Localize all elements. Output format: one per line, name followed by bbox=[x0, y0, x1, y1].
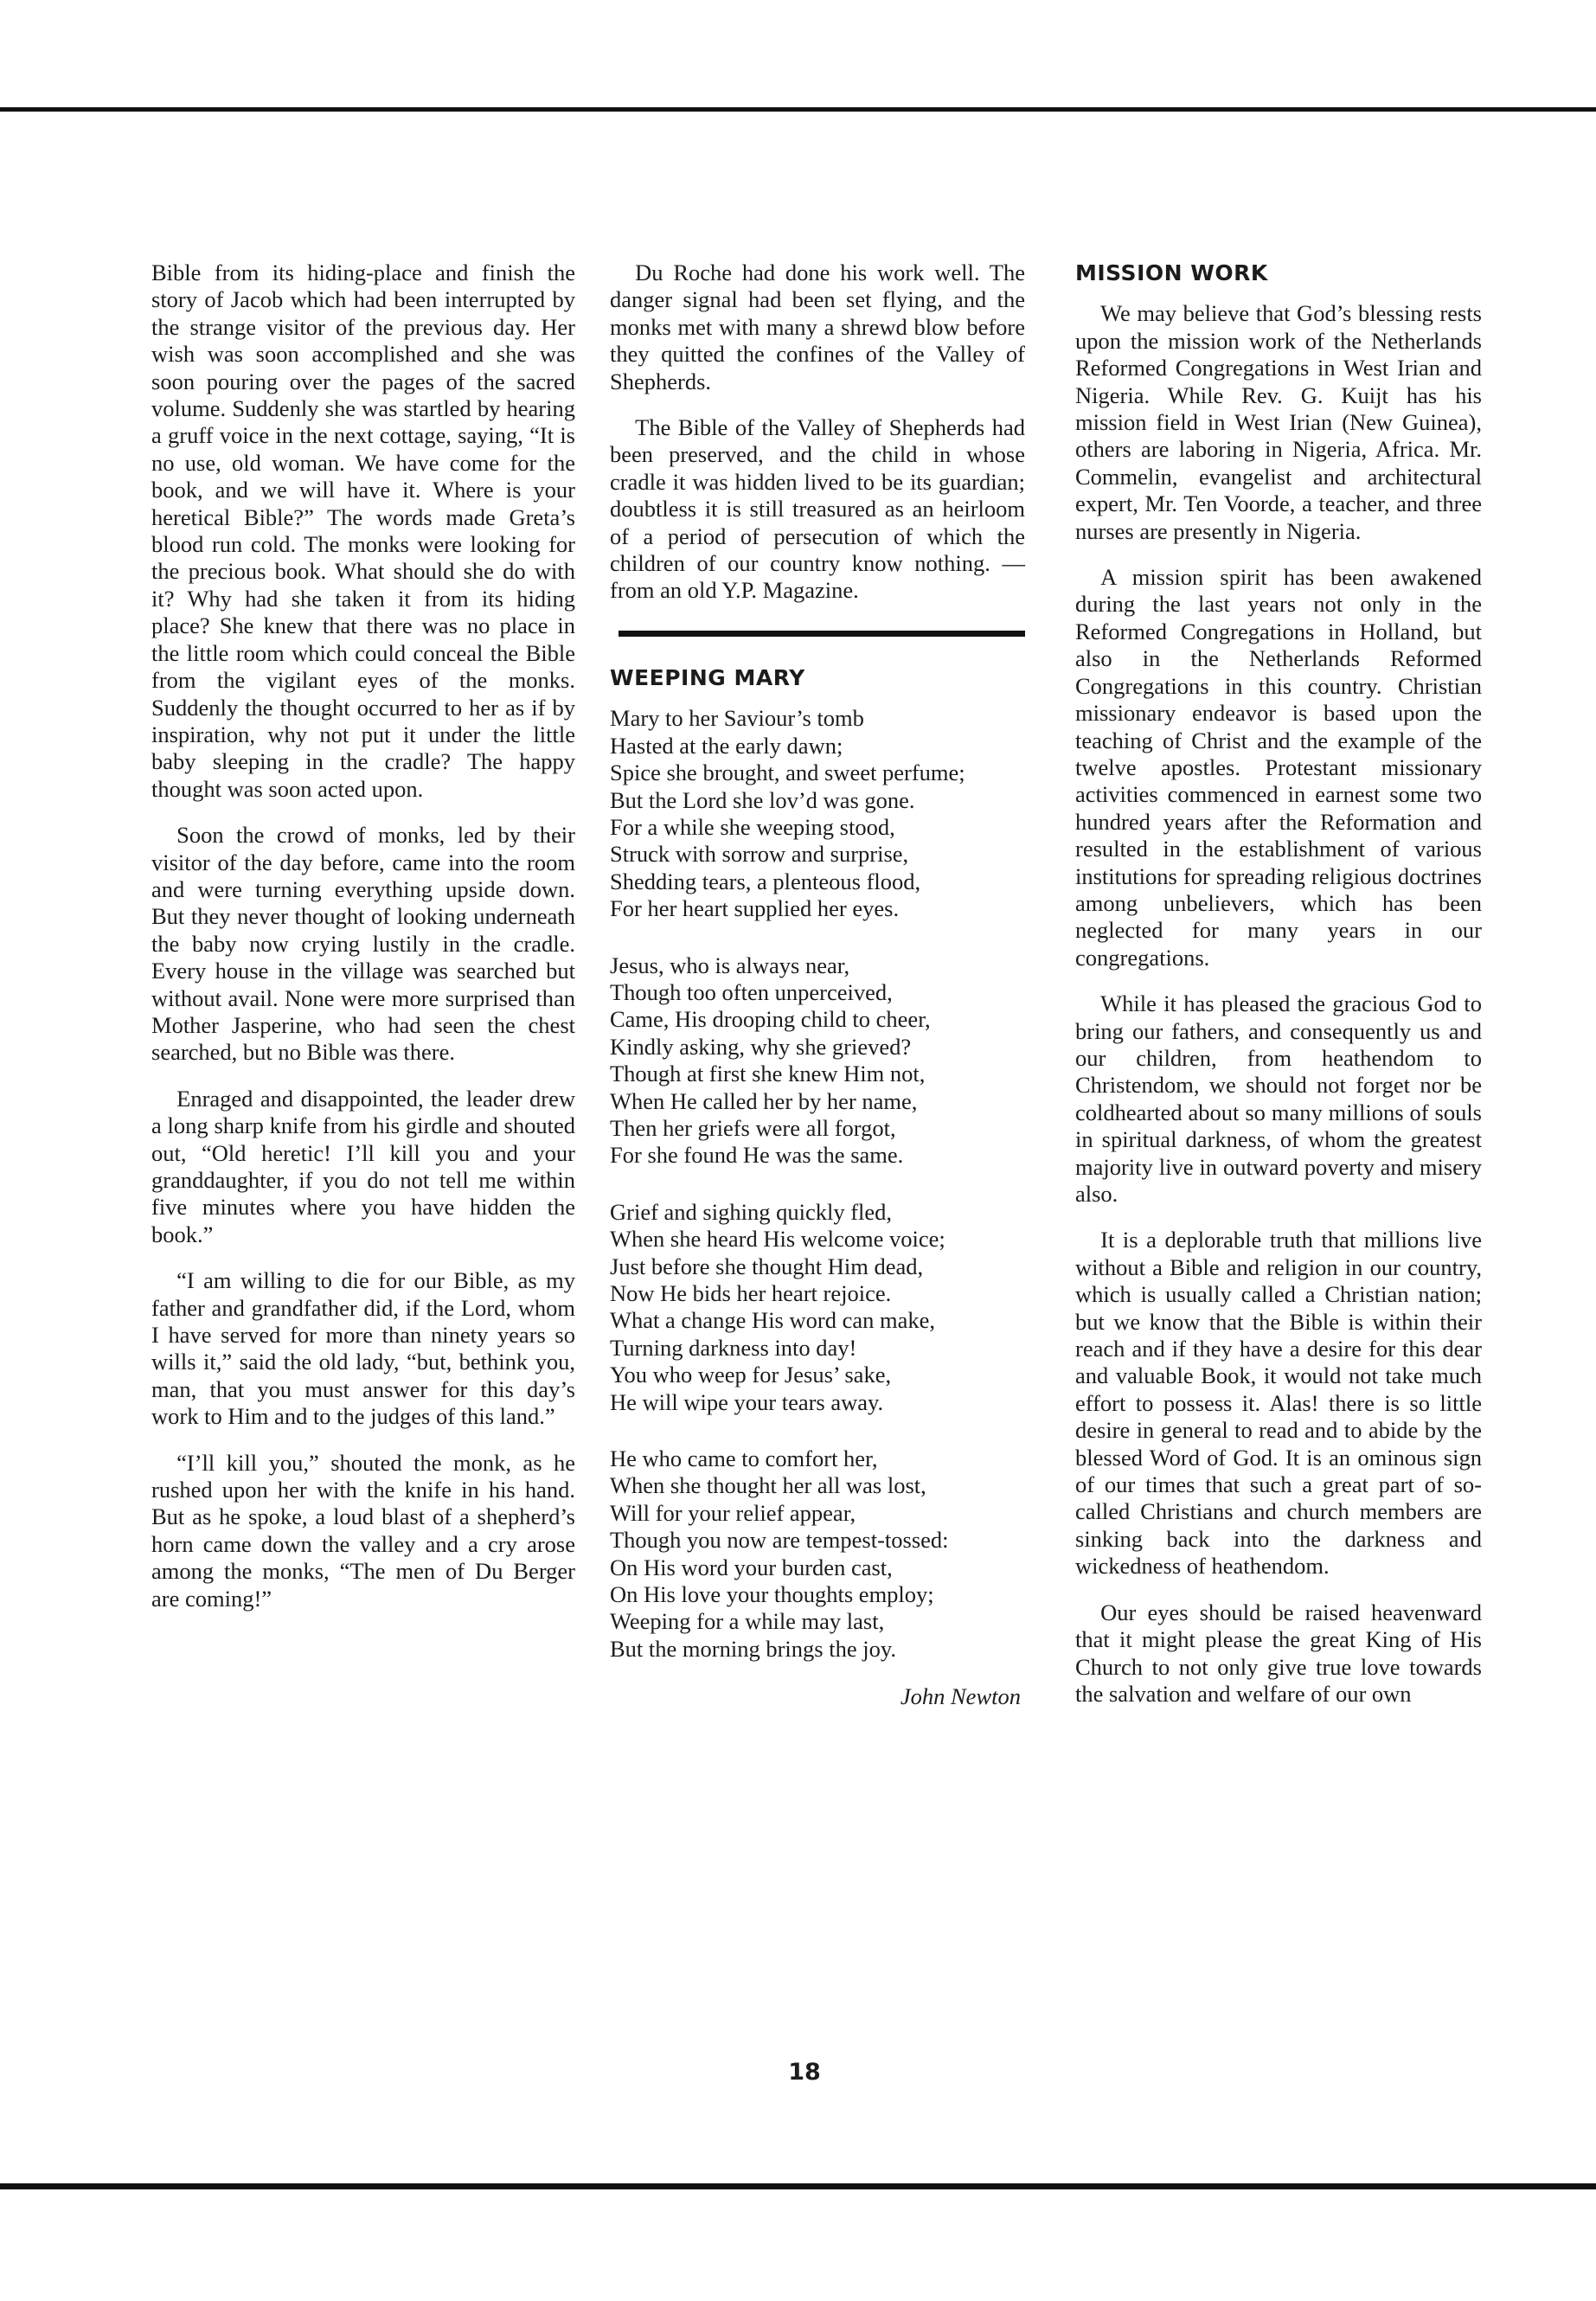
column-2 bbox=[610, 260, 1025, 1711]
top-rule bbox=[0, 107, 1596, 112]
column-1 bbox=[151, 260, 575, 1631]
poem-line: But the Lord she lov’d was gone. bbox=[610, 786, 915, 813]
poem-line: Jesus, who is always near, bbox=[610, 952, 850, 978]
poem-line: He who came to comfort her, bbox=[610, 1445, 878, 1472]
paragraph: Du Roche had done his work well. The danger signal had been set flying, and the monks met with many a shrewd blow before they quitted the confines of the Valley of Shepherds. bbox=[610, 260, 1025, 394]
poem-line: For a while she weeping stood, bbox=[610, 813, 895, 840]
poem-line: Grief and sighing quickly fled, bbox=[610, 1198, 893, 1225]
poem-stanza bbox=[610, 952, 1025, 1170]
paragraph: Bible from its hiding-place and finish the story of Jacob which had been interrupted by the strange visitor of the previous day. Her wish was soon accomplished and she was soon pouring over the pages of the sacred volume. Suddenly she was startled by hearing a gruff voice in the next cottage, saying, “It is no use, old woman. We have come for the book, and we will have it. Where is your heretical Bible?” The words made Greta’s blood run cold. The monks were looking for the precious book. What should she do with it? Why had she taken it from its hiding place? She knew that there was no place in the little room which could conceal the Bible from the vigilant eyes of the monks. Suddenly the thought occurred to her as if by inspiration, why not put it under the little baby sleeping in the cradle? The happy thought was soon acted upon. bbox=[151, 260, 575, 802]
poem-line: Will for your relief appear, bbox=[610, 1499, 856, 1526]
poem-title: WEEPING MARY bbox=[610, 664, 805, 690]
page-number: 18 bbox=[788, 2059, 821, 2086]
poem-line: Turning darkness into day! bbox=[610, 1334, 857, 1361]
poem-author: John Newton bbox=[900, 1683, 1021, 1710]
paragraph: It is a deplorable truth that millions live without a Bible and religion in our country, which is usually called a Christian nation; but we know that the Bible is within their reach and if they have a desire for this dear and valuable Book, it would not take much effort to possess it. Alas! there is so little desire in general to read and to abide by the blessed Word of God. It is an ominous sign of our times that such a great part of so-called Christians and church members are sinking back into the darkness and wickedness of heathendom. bbox=[1075, 1227, 1482, 1580]
poem-line: Spice she brought, and sweet perfume; bbox=[610, 760, 965, 786]
paragraph: Our eyes should be raised heavenward that it might please the great King of His Church to not only give true love towards the salvation and welfare of our own bbox=[1075, 1599, 1482, 1707]
poem-line: He will wipe your tears away. bbox=[610, 1388, 884, 1415]
poem-line: Just before she thought Him dead, bbox=[610, 1253, 924, 1279]
poem-line: Then her griefs were all forgot, bbox=[610, 1114, 896, 1141]
poem-line: On His love your thoughts employ; bbox=[610, 1581, 934, 1608]
paragraph: The Bible of the Valley of Shepherds had been preserved, and the child in whose cradle it was hidden lived to be its guardian; doubtless it is still treasured as an heirloom of a period of persecution of which the children of our country know nothing. — from an old Y.P. Magazine. bbox=[610, 414, 1025, 604]
paragraph: “I’ll kill you,” shouted the monk, as he rushed upon her with the knife in his hand. But as he spoke, a loud blast of a shepherd’s horn came down the valley and a cry arose among the monks, “The men of Du Berger are coming!” bbox=[151, 1449, 575, 1612]
poem-line: Hasted at the early dawn; bbox=[610, 732, 843, 759]
poem-line: Though too often unperceived, bbox=[610, 978, 893, 1005]
poem-line: Though you now are tempest-tossed: bbox=[610, 1527, 949, 1554]
poem-line: For she found He was the same. bbox=[610, 1142, 904, 1169]
section-divider bbox=[619, 631, 1025, 637]
poem-line: On His word your burden cast, bbox=[610, 1554, 893, 1580]
poem-line: Kindly asking, why she grieved? bbox=[610, 1033, 912, 1060]
paragraph: We may believe that God’s blessing rests upon the mission work of the Netherlands Reformed Congregations in West Irian and Nigeria. While Rev. G. Kuijt has his mission field in West Irian (New Guinea), others are laboring in Nigeria, Africa. Mr. Commelin, evangelist and architectural expert, Mr. Ten Voorde, a teacher, and three nurses are presently in Nigeria. bbox=[1075, 300, 1482, 544]
paragraph: Enraged and disappointed, the leader drew a long sharp knife from his girdle and shouted out, “Old heretic! I’ll kill you and your granddaughter, if you do not tell me within five minutes where you have hidden the book.” bbox=[151, 1085, 575, 1247]
paragraph: While it has pleased the gracious God to bring our fathers, and consequently us and our children, from heathendom to Christendom, we should not forget nor be coldhearted about so many millions of souls in spiritual darkness, of whom the greatest majority live in outward poverty and misery also. bbox=[1075, 990, 1482, 1207]
bottom-rule bbox=[0, 2183, 1596, 2189]
poem-line: What a change His word can make, bbox=[610, 1307, 935, 1334]
poem-line: Shedding tears, a plenteous flood, bbox=[610, 868, 921, 894]
poem-line: When He called her by her name, bbox=[610, 1087, 918, 1114]
paragraph: A mission spirit has been awakened during the last years not only in the Reformed Congregations in Holland, but also in the Netherlands Reformed Congregations in this country. Christian missionary endeavor is based upon the teaching of Christ and the example of the twelve apostles. Protestant missionary activities commenced in earnest some two hundred years after the Reformation and resulted in the establishment of various institutions for spreading religious doctrines among unbelievers, which has been neglected for many years in our congregations. bbox=[1075, 564, 1482, 971]
poem-line: Now He bids her heart rejoice. bbox=[610, 1280, 892, 1306]
poem-line: Mary to her Saviour’s tomb bbox=[610, 705, 864, 732]
poem-line: When she thought her all was lost, bbox=[610, 1472, 926, 1499]
poem-line: Though at first she knew Him not, bbox=[610, 1061, 926, 1087]
poem-stanza bbox=[610, 705, 1025, 922]
poem-line: Struck with sorrow and surprise, bbox=[610, 841, 909, 868]
paragraph: Soon the crowd of monks, led by their visitor of the day before, came into the room and were turning everything upside down. But they never thought of looking underneath the baby now crying lustily in the cradle. Every house in the village was searched but without avail. None were more surprised than Mother Jasperine, who had seen the chest searched, but no Bible was there. bbox=[151, 822, 575, 1066]
poem-line: Came, His drooping child to cheer, bbox=[610, 1006, 931, 1033]
poem-line: When she heard His welcome voice; bbox=[610, 1226, 945, 1253]
column-3 bbox=[1075, 260, 1482, 1727]
poem-line: Weeping for a while may last, bbox=[610, 1608, 885, 1635]
section-heading: MISSION WORK bbox=[1075, 260, 1268, 285]
poem-line: For her heart supplied her eyes. bbox=[610, 895, 900, 922]
poem-stanza bbox=[610, 1445, 1025, 1663]
poem-line: But the morning brings the joy. bbox=[610, 1635, 896, 1662]
paragraph: “I am willing to die for our Bible, as my father and grandfather did, if the Lord, whom I have served for more than ninety years so wills it,” said the old lady, “but, bethink you, man, that you must answer for this day’s work to Him and to the judges of this land.” bbox=[151, 1267, 575, 1430]
poem-stanza bbox=[610, 1199, 1025, 1416]
poem bbox=[610, 705, 1025, 1663]
poem-line: You who weep for Jesus’ sake, bbox=[610, 1362, 892, 1388]
